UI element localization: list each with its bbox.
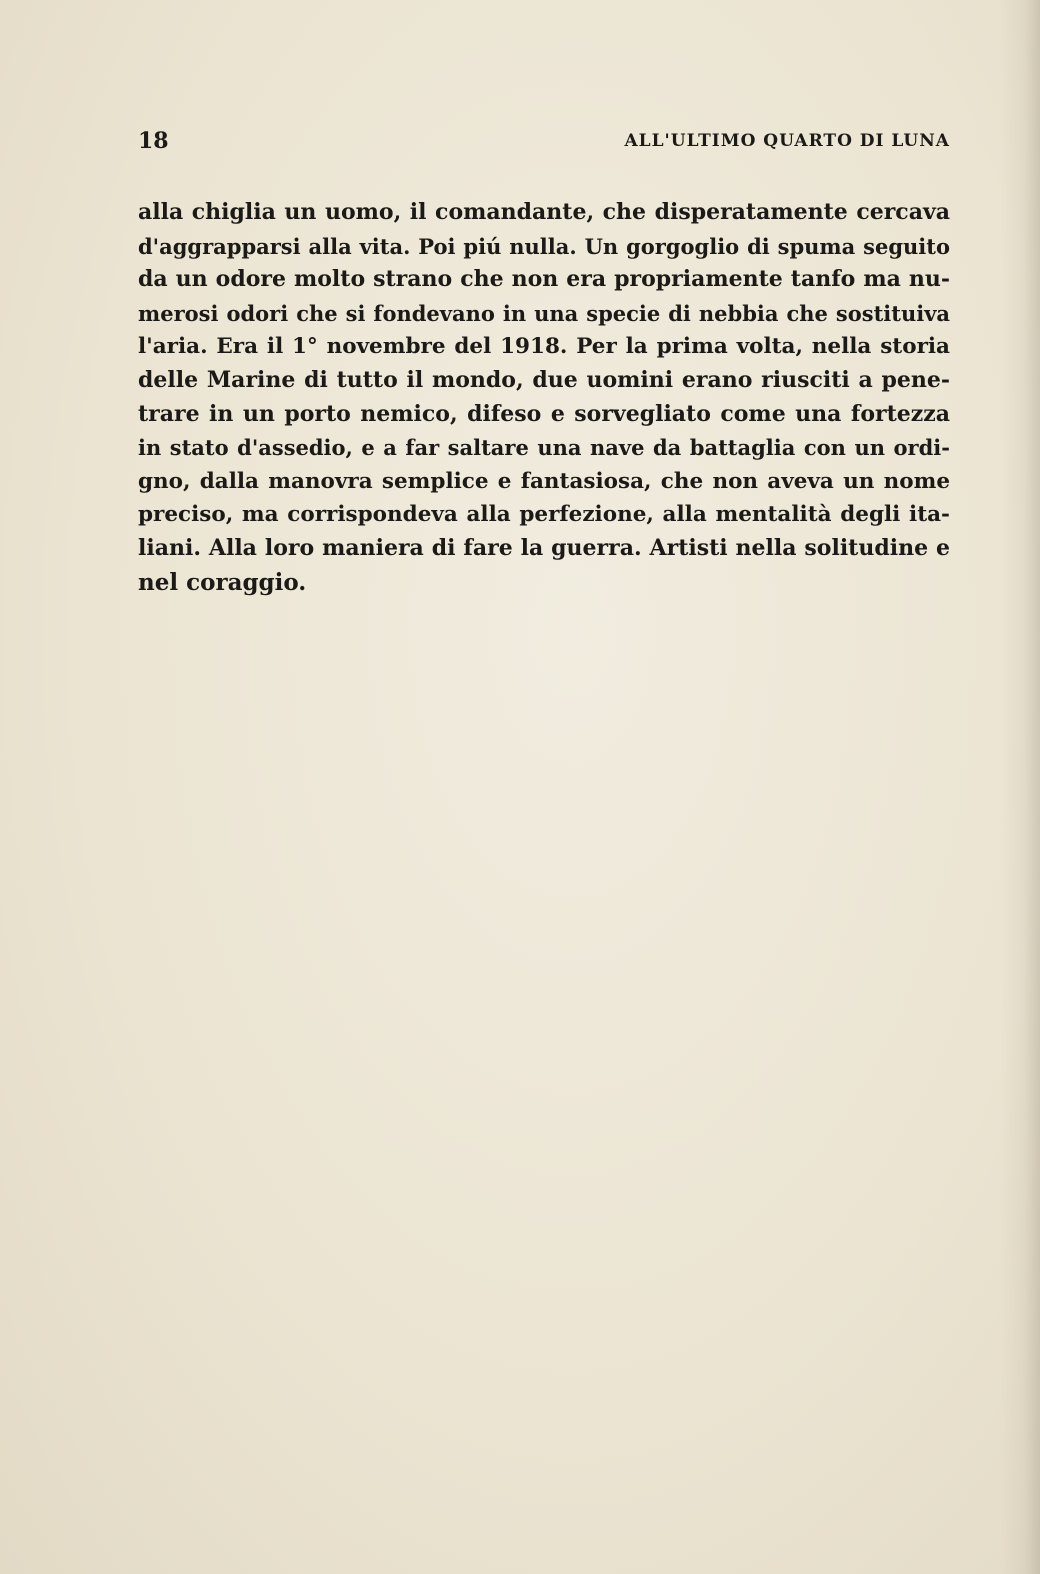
text-line: d'aggrapparsi alla vita. Poi piú nulla. Un gorgoglio di spuma seguito (138, 233, 950, 259)
page-number: 18 (138, 128, 169, 154)
text-line: delle Marine di tutto il mondo, due uomini erano riusciti a pene- (138, 366, 950, 393)
text-line: trare in un porto nemico, difeso e sorvegliato come una fortezza (138, 400, 950, 427)
page-edge-shadow (1000, 0, 1040, 1574)
text-line: gno, dalla manovra semplice e fantasiosa, che non aveva un nome (138, 468, 950, 494)
text-line: merosi odori che si fondevano in una specie di nebbia che sostituiva (138, 300, 950, 326)
text-line: da un odore molto strano che non era propriamente tanfo ma nu- (138, 266, 950, 293)
running-head: ALL'ULTIMO QUARTO DI LUNA (624, 131, 950, 151)
text-line: l'aria. Era il 1° novembre del 1918. Per la prima volta, nella storia (138, 334, 950, 360)
text-line: alla chiglia un uomo, il comandante, che disperatamente cercava (138, 199, 950, 225)
page-header (138, 128, 950, 156)
text-line: in stato d'assedio, e a far saltare una nave da battaglia con un ordi- (138, 435, 950, 461)
text-line: liani. Alla loro maniera di fare la guerra. Artisti nella solitudine e (138, 534, 950, 561)
text-line: nel coraggio. (138, 568, 307, 596)
text-line: preciso, ma corrispondeva alla perfezione, alla mentalità degli ita- (138, 502, 950, 528)
body-paragraph (138, 196, 950, 599)
